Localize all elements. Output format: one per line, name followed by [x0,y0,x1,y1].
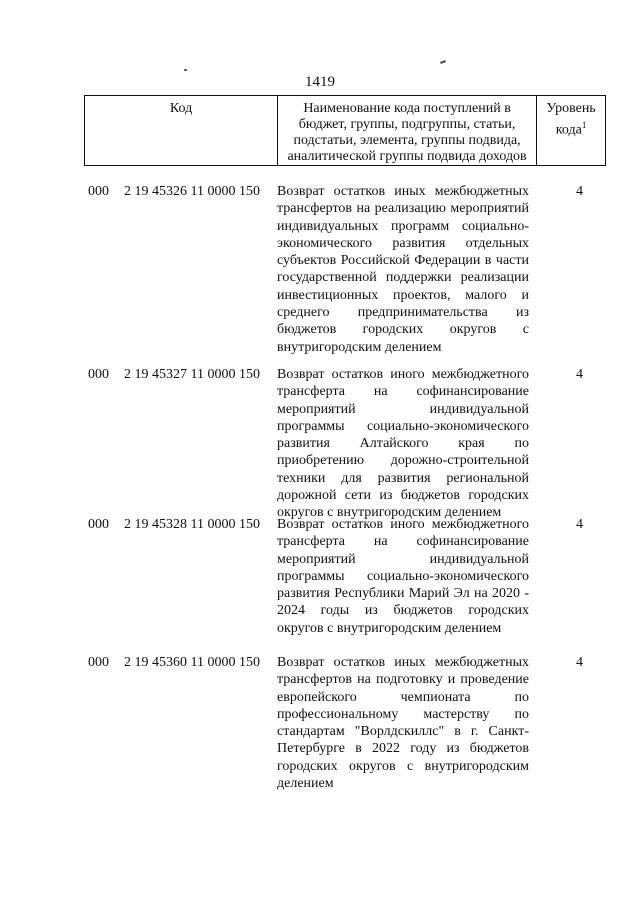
header-name [278,96,537,166]
code-level: 4 [576,184,583,199]
code-level: 4 [576,655,583,670]
page-number: 1419 [305,74,335,90]
admin-code: 000 [88,184,109,199]
revenue-code: 2 19 45360 11 0000 150 [124,655,260,670]
revenue-code: 2 19 45327 11 0000 150 [124,367,260,382]
header-level-label: Уровень кода [546,101,596,138]
header-code-label: Код [169,101,193,116]
code-level: 4 [576,517,583,532]
revenue-name: Возврат остатков иных межбюджетных трансфертов на реализацию мероприятий индивидуальных программ социально-экономического развития отдельных субъектов Российской Федерации в части государственной поддержки реализации инвестиционных проектов, малого и среднего предпринимательства из бюджетов городских округов с внутригородским делением [277,184,529,355]
revenue-code: 2 19 45328 11 0000 150 [124,517,260,532]
header-code [85,96,278,166]
revenue-name: Возврат остатков иного межбюджетного трансферта на софинансирование мероприятий индивидуальной программы социально-экономического развития Алтайского края по приобретению дорожно-строительной техники для развития региональной дорожной сети из бюджетов городских округов с внутригородским делением [277,367,529,521]
admin-code: 000 [88,517,109,532]
revenue-code: 2 19 45326 11 0000 150 [124,184,260,199]
table-row [84,654,606,814]
scan-speck [184,69,187,71]
admin-code: 000 [88,655,109,670]
table-row [84,516,606,654]
table-row [84,183,606,366]
table-body [84,183,606,814]
revenue-name: Возврат остатков иного межбюджетного трансферта на софинансирование мероприятий индивидуальной программы социально-экономического развития Республики Марий Эл на 2020 - 2024 годы из бюджетов городских округов с внутригородским делением [277,517,529,636]
revenue-name: Возврат остатков иных межбюджетных трансфертов на подготовку и проведение европейского чемпионата по профессиональному мастерству по стандартам "Ворлдскиллс" в г. Санкт-Петербурге в 2022 году из бюджетов городских округов с внутригородским делением [277,655,529,792]
header-level-footnote: 1 [581,120,587,130]
code-level: 4 [576,367,583,382]
admin-code: 000 [88,367,109,382]
header-name-label: Наименование кода поступлений в бюджет, группы, подгруппы, статьи, подстатьи, элемента, группы подвида, аналитической группы подвида доходов [287,101,527,164]
header-table [84,95,606,166]
scan-speck [440,60,446,64]
header-level [537,96,606,166]
table-row [84,366,606,521]
